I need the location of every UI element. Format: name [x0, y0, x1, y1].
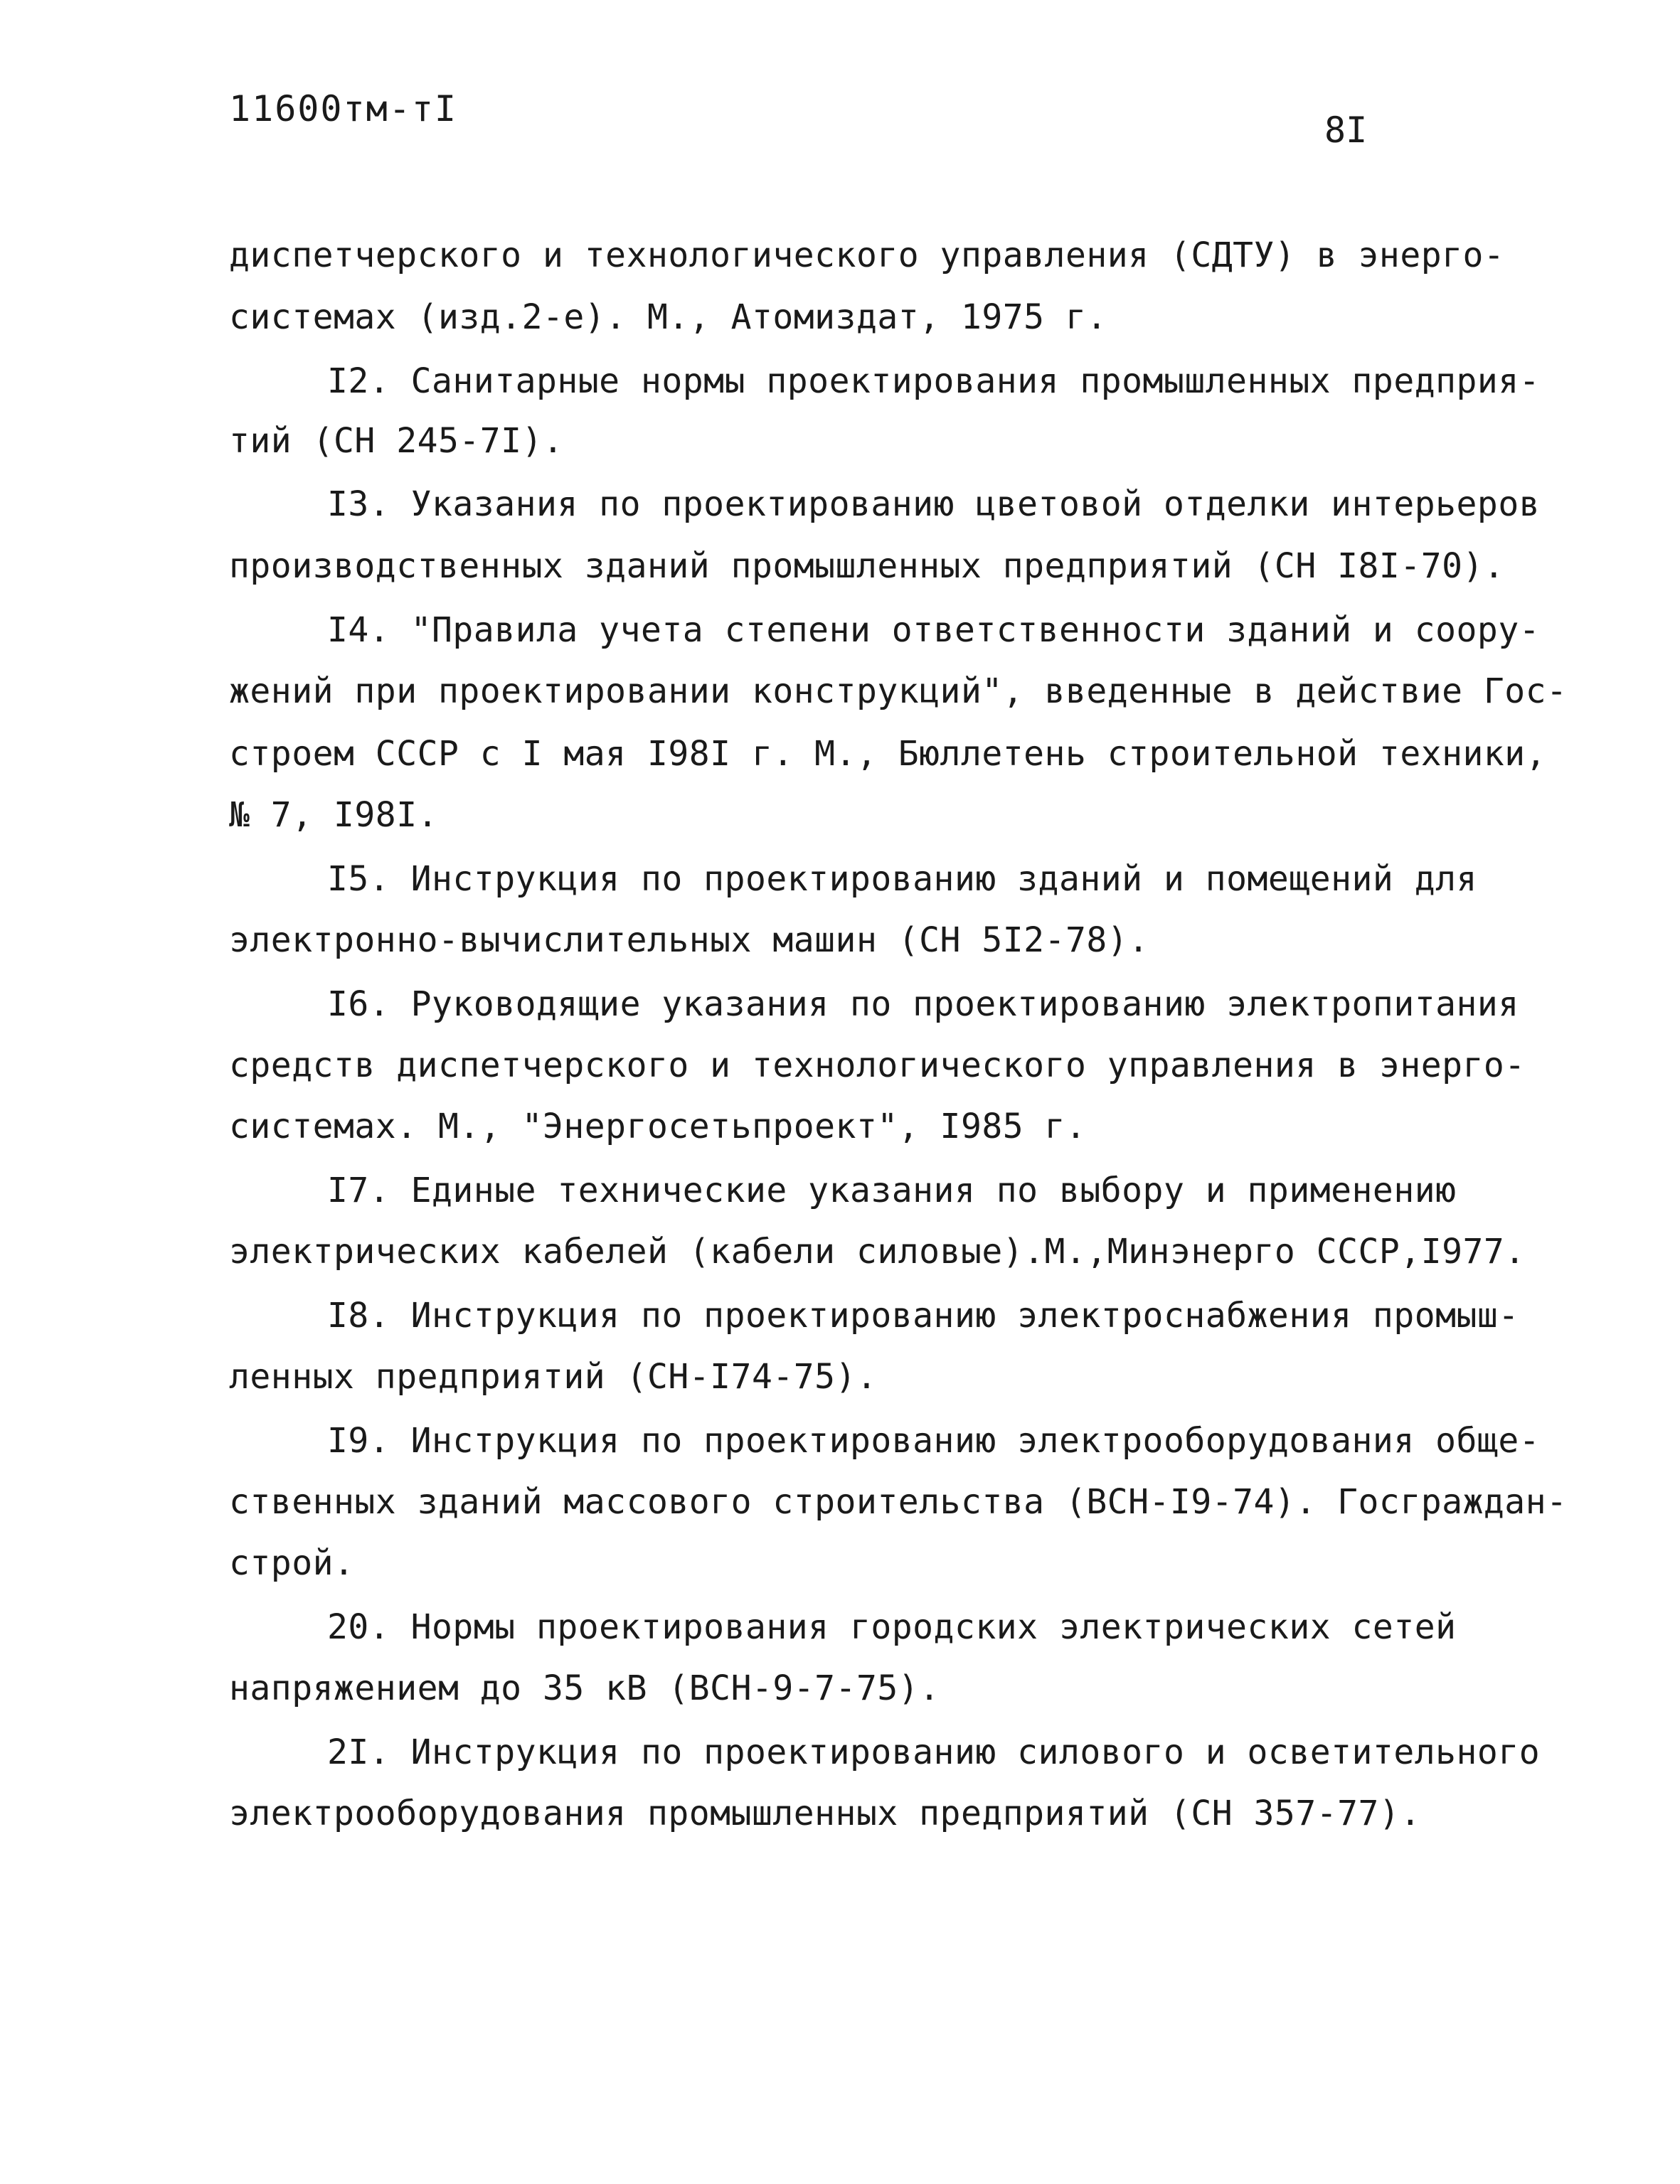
text-line: I8. Инструкция по проектированию электроснабжения промыш-: [327, 1296, 1519, 1336]
text-line: I5. Инструкция по проектированию зданий и помещений для: [327, 859, 1477, 899]
text-line: I9. Инструкция по проектированию электрооборудования обще-: [327, 1421, 1541, 1461]
document-code: 11600тм-тI: [229, 88, 458, 129]
text-line: электронно-вычислительных машин (СН 5I2-78).: [229, 920, 1149, 960]
text-line: ственных зданий массового строительства (ВСН-I9-74). Госграждан-: [229, 1482, 1568, 1522]
text-line: жений при проектировании конструкций", введенные в действие Гос-: [229, 671, 1568, 711]
text-line: ленных предприятий (СН-I74-75).: [229, 1357, 878, 1397]
text-line: тий (СН 245-7I).: [229, 421, 564, 461]
text-line: 2I. Инструкция по проектированию силового и осветительного: [327, 1732, 1541, 1772]
text-line: системах. М., "Энергосетьпроект", I985 г.: [229, 1107, 1087, 1146]
text-line: производственных зданий промышленных предприятий (СН I8I-70).: [229, 546, 1505, 586]
text-line: строй.: [229, 1543, 355, 1583]
text-line: I3. Указания по проектированию цветовой отделки интерьеров: [327, 484, 1541, 524]
text-line: средств диспетчерского и технологического управления в энерго-: [229, 1045, 1526, 1085]
text-line: I6. Руководящие указания по проектированию электропитания: [327, 984, 1519, 1024]
text-line: системах (изд.2-е). М., Атомиздат, 1975 г.: [229, 297, 1107, 337]
text-line: № 7, I98I.: [229, 795, 438, 835]
text-line: напряжением до 35 кВ (ВСН-9-7-75).: [229, 1668, 940, 1708]
text-line: I7. Единые технические указания по выбору и применению: [327, 1171, 1457, 1210]
text-line: I4. "Правила учета степени ответственности зданий и соору-: [327, 610, 1541, 650]
text-line: электрооборудования промышленных предприятий (СН 357-77).: [229, 1794, 1421, 1833]
text-line: электрических кабелей (кабели силовые).М.,Минэнерго СССР,I977.: [229, 1232, 1526, 1272]
text-line: 20. Нормы проектирования городских электрических сетей: [327, 1607, 1457, 1647]
text-line: I2. Санитарные нормы проектирования промышленных предприя-: [327, 361, 1541, 401]
page-number: 8I: [1324, 110, 1368, 151]
text-line: строем СССР с I мая I98I г. М., Бюллетень строительной техники,: [229, 734, 1547, 774]
text-line: диспетчерского и технологического управления (СДТУ) в энерго-: [229, 235, 1505, 275]
